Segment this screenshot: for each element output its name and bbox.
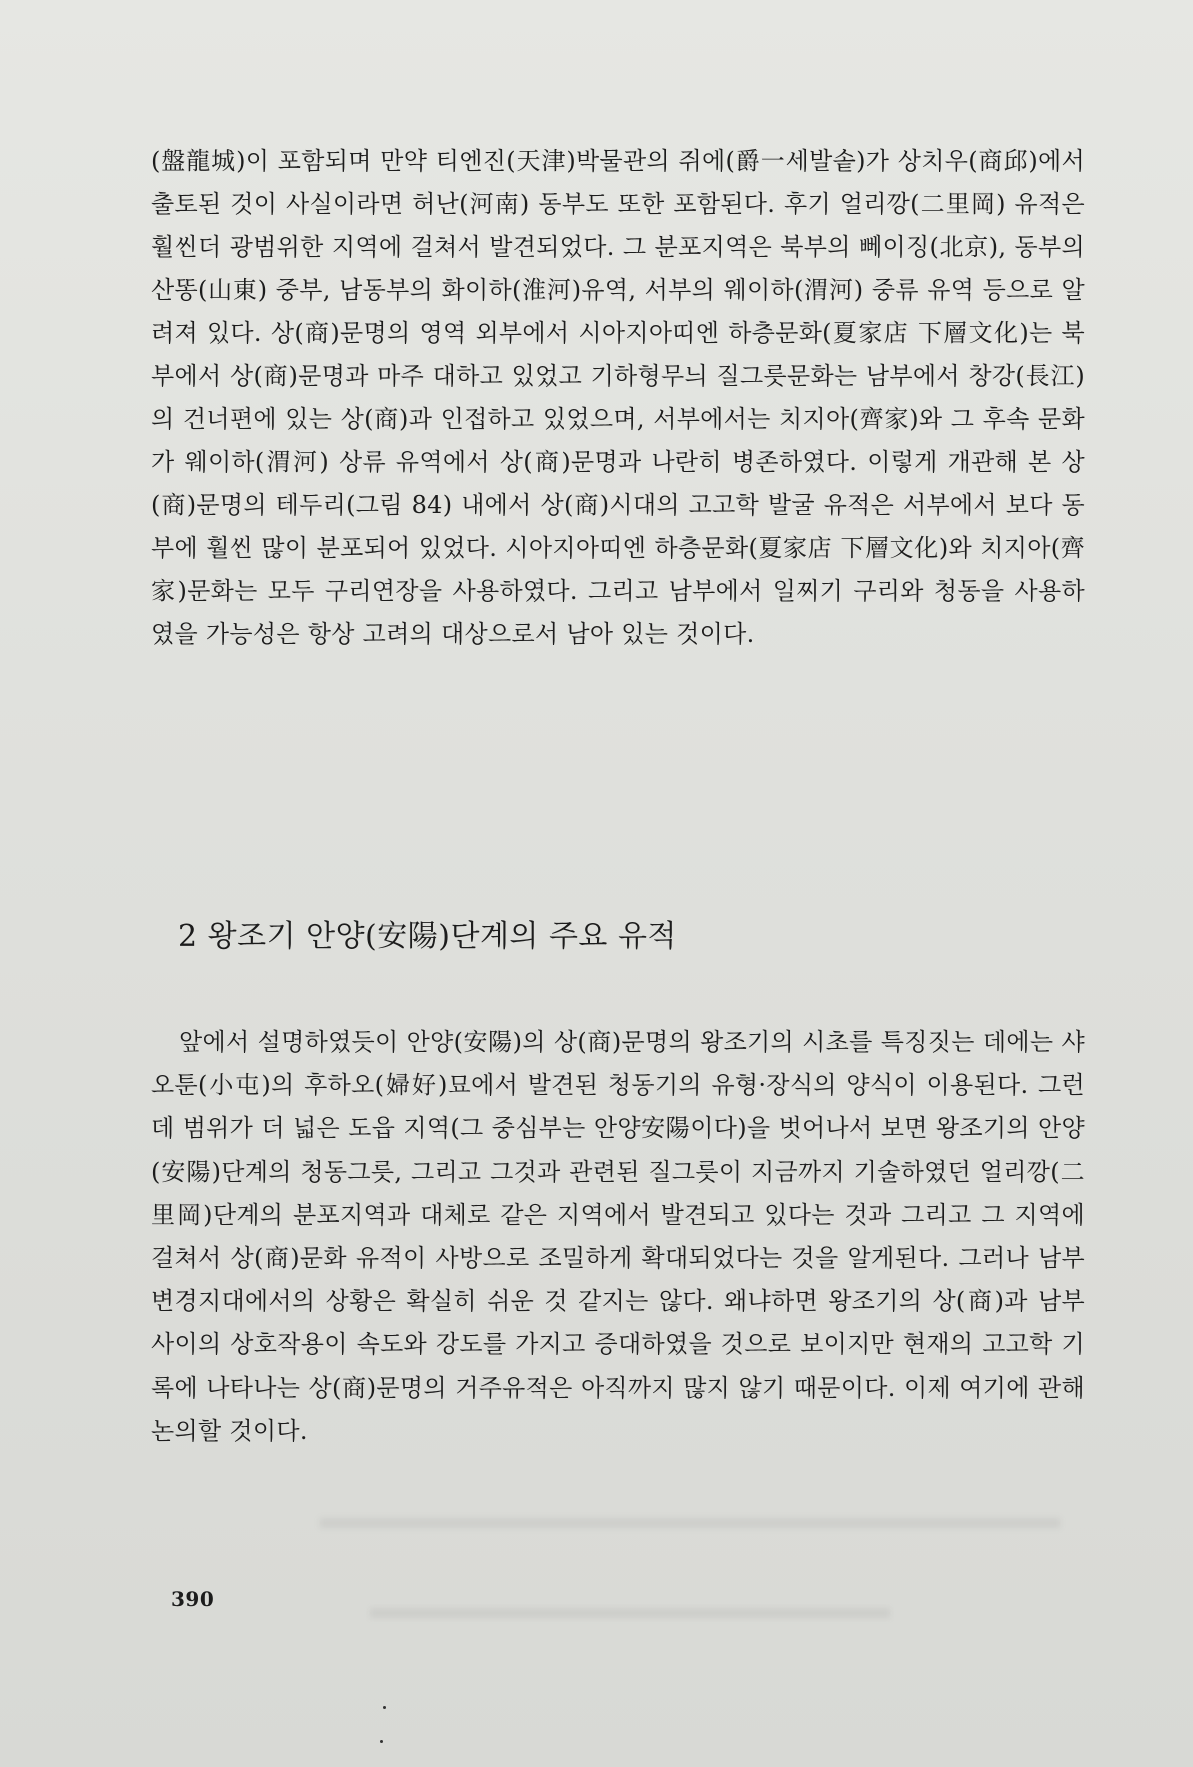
section-heading: 2 왕조기 안양(安陽)단계의 주요 유적 (178, 919, 677, 954)
show-through-shadow (320, 1518, 1060, 1528)
body-text-block (151, 1021, 1085, 1453)
show-through-shadow (370, 1608, 890, 1618)
body-text-block (151, 140, 1085, 656)
paragraph: 앞에서 설명하였듯이 안양(安陽)의 상(商)문명의 왕조기의 시초를 특징짓는 데에는 샤오툰(小屯)의 후하오(婦好)묘에서 발견된 청동기의 유형·장식의 양식이 이용된다. 그런데 범위가 더 넓은 도읍 지역(그 중심부는 안양安陽이다)을 벗어나서 보면 왕조기의 안양(安陽)단계의 청동그릇, 그리고 그것과 관련된 질그릇이 지금까지 기술하였던 얼리깡(二里岡)단계의 분포지역과 대체로 같은 지역에서 발견되고 있다는 것과 그리고 그 지역에 걸쳐서 상(商)문화 유적이 사방으로 조밀하게 확대되었다는 것을 알게된다. 그러나 남부 변경지대에서의 상황은 확실히 쉬운 것 같지는 않다. 왜냐하면 왕조기의 상(商)과 남부 사이의 상호작용이 속도와 강도를 가지고 증대하였을 것으로 보이지만 현재의 고고학 기록에 나타나는 상(商)문명의 거주유적은 아직까지 많지 않기 때문이다. 이제 여기에 관해 논의할 것이다. (151, 1028, 1085, 1445)
paper-speck (383, 1706, 386, 1709)
paper-speck (380, 1740, 383, 1743)
paragraph-continuation: (盤龍城)이 포함되며 만약 티엔진(天津)박물관의 쥐에(爵一세발솥)가 상치우(商邱)에서 출토된 것이 사실이라면 허난(河南) 동부도 또한 포함된다. 후기 얼리깡(二里岡) 유적은 훨씬더 광범위한 지역에 걸쳐서 발견되었다. 그 분포지역은 북부의 뻬이징(北京), 동부의 산똥(山東) 중부, 남동부의 화이하(淮河)유역, 서부의 웨이하(渭河) 중류 유역 등으로 알려져 있다. 상(商)문명의 영역 외부에서 시아지아띠엔 하층문화(夏家店 下層文化)는 북부에서 상(商)문명과 마주 대하고 있었고 기하형무늬 질그릇문화는 남부에서 창강(長江)의 건너편에 있는 상(商)과 인접하고 있었으며, 서부에서는 치지아(齊家)와 그 후속 문화가 웨이하(渭河) 상류 유역에서 상(商)문명과 나란히 병존하였다. 이렇게 개관해 본 상(商)문명의 테두리(그림 84) 내에서 상(商)시대의 고고학 발굴 유적은 서부에서 보다 동부에 훨씬 많이 분포되어 있었다. 시아지아띠엔 하층문화(夏家店 下層文化)와 치지아(齊家)문화는 모두 구리연장을 사용하였다. 그리고 남부에서 일찌기 구리와 청동을 사용하였을 가능성은 항상 고려의 대상으로서 남아 있는 것이다. (151, 147, 1085, 648)
page-number: 390 (171, 1587, 215, 1611)
